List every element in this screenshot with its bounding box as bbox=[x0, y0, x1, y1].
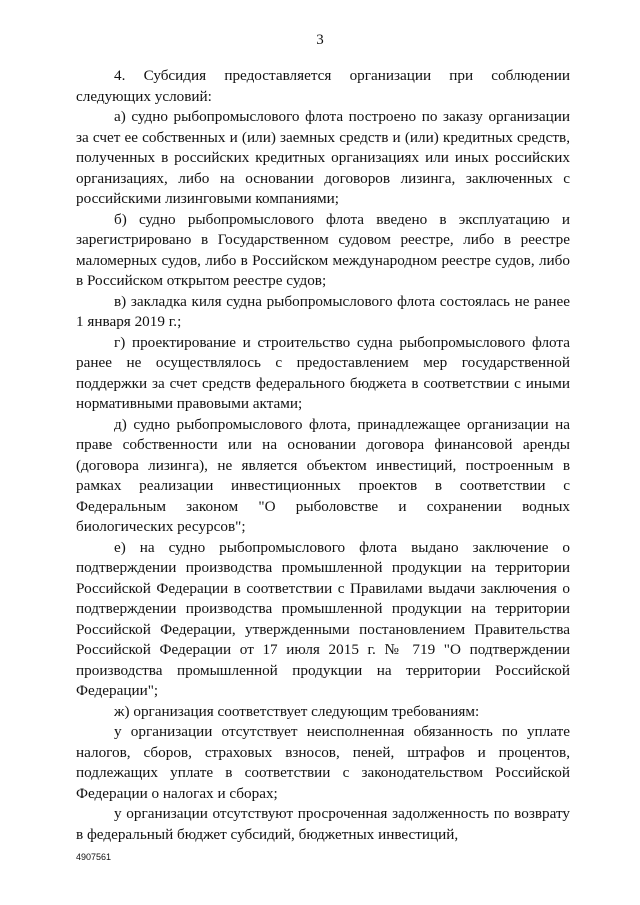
paragraph-requirement-debt: у организации отсутствуют просроченная задолженность по возврату в федеральный бюджет субсидий, бюджетных инвестиций, bbox=[76, 805, 570, 843]
paragraph-condition-b: б) судно рыбопромыслового флота введено в эксплуатацию и зарегистрировано в Государственном судовом реестре, либо в реестре маломерных судов, либо в Российском международном реестре судов, либо в Российском открытом реестре судов; bbox=[76, 210, 570, 289]
paragraph-condition-e: е) на судно рыбопромыслового флота выдано заключение о подтверждении производства промышленной продукции на территории Российской Федерации в соответствии с Правилами выдачи заключения о подтверждении производства промышленной продукции на территории Российской Федерации, утвержденными постановлением Правительства Российской Федерации от 17 июля 2015 г. № 719 "О подтверждении производства промышленной продукции на территории Российской Федерации"; bbox=[76, 538, 570, 699]
page-number: 3 bbox=[316, 32, 324, 48]
paragraph-condition-zh: ж) организация соответствует следующим требованиям: bbox=[114, 702, 480, 720]
paragraph-condition-v: в) закладка киля судна рыбопромыслового флота состоялась не ранее 1 января 2019 г.; bbox=[76, 292, 570, 330]
document-body bbox=[76, 66, 570, 845]
paragraph-condition-g: г) проектирование и строительство судна рыбопромыслового флота ранее не осуществлялось с предоставлением мер государственной поддержки за счет средств федерального бюджета в соответствии с иными нормативными правовыми актами; bbox=[76, 333, 570, 412]
paragraph-condition-a: а) судно рыбопромыслового флота построено по заказу организации за счет ее собственных и (или) заемных средств и (или) кредитных средств, полученных в российских кредитных организациях или иных российских организациях, либо на основании договоров лизинга, заключенных с российскими лизинговыми компаниями; bbox=[76, 108, 570, 207]
document-id: 4907561 bbox=[76, 852, 112, 862]
paragraph-condition-d: д) судно рыбопромыслового флота, принадлежащее организации на праве собственности или на основании договора финансовой аренды (договора лизинга), не является объектом инвестиций, построенным в рамках реализации инвестиционных проектов в соответствии с Федеральным законом "О рыболовстве и сохранении водных биологических ресурсов"; bbox=[76, 415, 570, 535]
paragraph-requirement-taxes: у организации отсутствует неисполненная обязанность по уплате налогов, сборов, страховых взносов, пеней, штрафов и процентов, подлежащих уплате в соответствии с законодательством Российской Федерации о налогах и сборах; bbox=[76, 723, 570, 802]
paragraph-condition-intro: 4. Субсидия предоставляется организации при соблюдении следующих условий: bbox=[76, 67, 570, 105]
